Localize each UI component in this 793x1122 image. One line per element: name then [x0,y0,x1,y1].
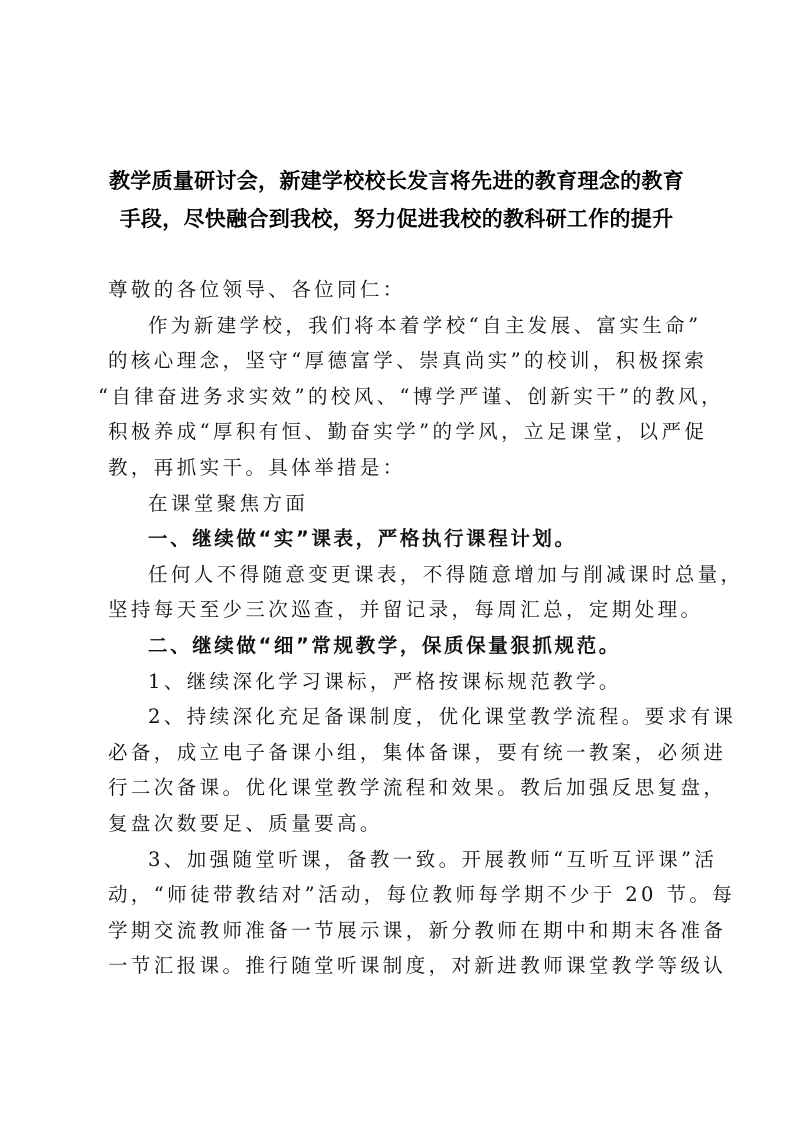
intro-line: 的核心理念，坚守“厚德富学、崇真尚实”的校训，积极探索 [108,349,708,373]
document-title [100,162,693,238]
list-item-2-line: 行二次备课。优化课堂教学流程和效果。教后加强反思复盘， [108,776,727,800]
list-item-2-line: 必备，成立电子备课小组，集体备课，要有统一教案，必须进 [108,740,727,764]
list-item-3-line: 一节汇报课。推行随堂听课制度，对新进教师课堂教学等级认 [108,954,727,978]
list-item-3-line: 3、加强随堂听课，备教一致。开展教师“互听互评课”活 [148,847,718,871]
list-item-2-line: 2、持续深化充足备课制度，优化课堂教学流程。要求有课 [148,705,737,729]
section-label: 在课堂聚焦方面 [148,491,309,515]
heading-1: 一、继续做“实”课表，严格执行课程计划。 [148,527,577,551]
list-item-2-line: 复盘次数要足、质量要高。 [108,811,383,835]
document-body [98,272,744,984]
intro-line: 积极养成“厚积有恒、勤奋实学”的学风，立足课堂，以严促 [108,420,708,444]
title-line: 教学质量研讨会，新建学校校长发言将先进的教育理念的教育 [108,169,685,193]
paragraph-1-line: 任何人不得随意变更课表，不得随意增加与削减课时总量， [148,562,744,586]
salutation: 尊敬的各位领导、各位同仁： [108,278,406,301]
heading-2: 二、继续做“细”常规教学，保质保量狠抓规范。 [148,633,621,657]
intro-line: 教，再抓实干。具体举措是： [108,455,406,479]
title-line: 手段，尽快融合到我校，努力促进我校的教科研工作的提升 [119,207,674,231]
list-item-1: 1、继续深化学习课标，严格按课标规范教学。 [148,669,622,693]
list-item-3-line: 动，“师徒带教结对”活动，每位教师每学期不少于 20 节。每 [108,883,736,907]
paragraph-1-line: 坚持每天至少三次巡查，并留记录，每周汇总，定期处理。 [108,598,704,622]
intro-line: 作为新建学校，我们将本着学校“自主发展、富实生命” [148,313,702,337]
list-item-3-line: 学期交流教师准备一节展示课，新分教师在期中和期末各准备 [108,918,727,942]
intro-line: “自律奋进务求实效”的校风、“博学严谨、创新实干”的教风， [98,384,724,408]
